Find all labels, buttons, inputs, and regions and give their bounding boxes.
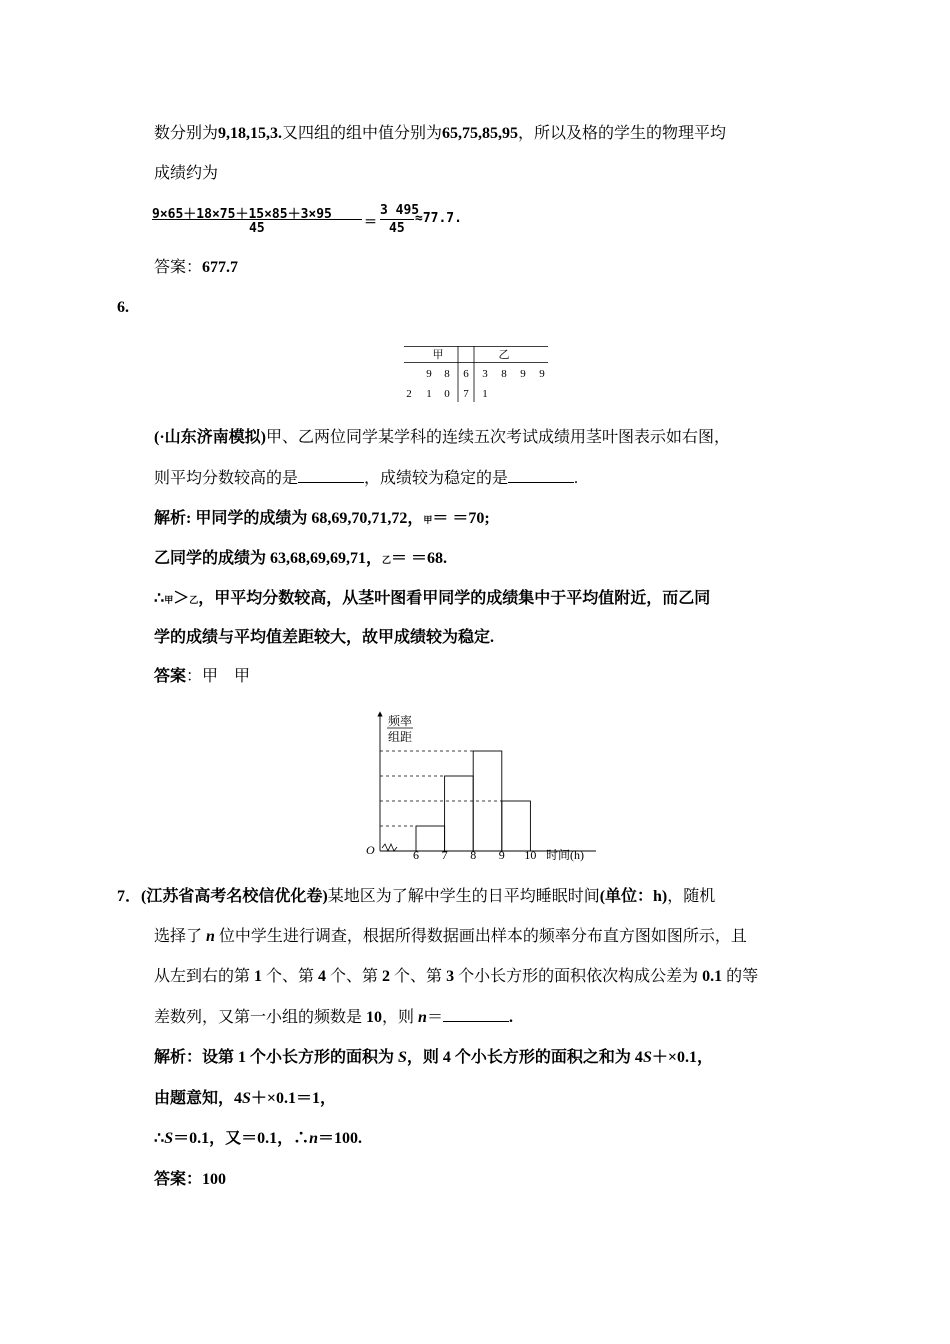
leaf: 9: [426, 368, 432, 380]
text: 解析：设第 1 个小长方形的面积为: [154, 1049, 399, 1066]
text: ＋×0.1，: [651, 1049, 713, 1066]
variable: n: [309, 1130, 319, 1147]
subscript: 甲: [164, 595, 174, 605]
histogram-bar: [416, 826, 445, 851]
x-tick-label: 7: [441, 848, 448, 862]
text: ＝100.: [318, 1130, 363, 1147]
header-right: 乙: [498, 349, 510, 361]
text-line: [154, 589, 710, 610]
text-line: [154, 1007, 513, 1028]
text: 甲、乙两位同学某学科的连续五次考试成绩用茎叶图表示如右图，: [266, 429, 731, 446]
fraction-bar: [380, 219, 414, 220]
fraction-numerator: 3 495: [380, 203, 420, 218]
axis-break: [382, 844, 397, 851]
text: ，则: [382, 1009, 415, 1026]
question-source: (·山东济南模拟): [154, 429, 266, 446]
text: ∴: [154, 1130, 165, 1147]
number: 4: [318, 968, 327, 985]
answer-line: [154, 667, 250, 687]
text: 由题意知，4: [154, 1090, 243, 1107]
text: 乙同学的成绩为 63,68,69,69,71，: [154, 550, 383, 567]
answer-blank: [508, 468, 574, 483]
question-number: 7．: [117, 888, 142, 905]
fraction-denominator: 45: [249, 221, 265, 236]
leaf: 1: [482, 388, 488, 400]
answer-value: 677.7: [202, 259, 239, 276]
text-line: [154, 509, 490, 530]
fraction-bar: [152, 219, 362, 220]
subscript: 乙: [382, 555, 392, 565]
origin-label: O: [366, 843, 375, 857]
question-number: 6.: [117, 299, 129, 316]
subscript: 甲: [423, 515, 433, 525]
stem-leaf-plot: [400, 342, 554, 404]
text: .: [574, 470, 579, 487]
text: 的等: [726, 968, 759, 985]
y-label-bottom: 组距: [388, 730, 413, 744]
fraction-denominator: 45: [389, 221, 405, 236]
variable: n: [206, 928, 215, 945]
text-line: [154, 1129, 362, 1149]
number: 0.1: [702, 968, 723, 985]
text: ，成绩较为稳定的是: [364, 470, 509, 487]
answer-label: 答案：: [154, 259, 203, 276]
fraction-numerator: 9×65＋18×75＋15×85＋3×95: [152, 207, 332, 222]
answer-value: ：甲 甲: [186, 668, 251, 685]
variable: S: [242, 1090, 251, 1107]
text: ，则 4 个小长方形的面积之和为 4: [406, 1049, 643, 1066]
text: ＋×0.1＝1，: [250, 1090, 337, 1107]
x-tick-label: 8: [470, 848, 477, 862]
number: 10: [366, 1009, 383, 1026]
text: ＝ ＝70;: [432, 510, 490, 527]
answer-line: 答案：100: [154, 1171, 227, 1188]
stem: 7: [463, 388, 469, 400]
text: ＝ ＝68.: [391, 550, 448, 567]
text: 选择了: [154, 928, 203, 945]
subscript: 乙: [189, 595, 199, 605]
text: ∴: [154, 590, 165, 607]
answer-line: [154, 258, 238, 278]
text-line: [154, 967, 758, 987]
approx-value: ≈77.7.: [415, 211, 462, 226]
text-line: [154, 124, 726, 144]
variable: n: [418, 1009, 427, 1026]
text: : 甲同学的成绩为 68,69,70,71,72，: [186, 510, 424, 527]
x-tick-label: 6: [413, 848, 419, 862]
text: ，随机: [667, 888, 716, 905]
variable: S: [164, 1130, 174, 1147]
text: ，所以及格的学生的物理平均: [518, 125, 727, 142]
text: 某地区为了解中学生的日平均睡眠时间: [327, 888, 600, 905]
answer-blank: [298, 468, 364, 483]
x-axis-label: 时间(h): [546, 848, 584, 862]
text-line: [154, 927, 747, 947]
text: 个、第: [330, 968, 379, 985]
number: 2: [382, 968, 391, 985]
solution-label: 解析: [154, 510, 187, 527]
text: 位中学生进行调查，根据所得数据画出样本的频率分布直方图如图所示，且: [218, 928, 747, 945]
text: 又四组的组中值分别为: [282, 125, 443, 142]
equals-sign: ＝: [364, 215, 378, 230]
answer-blank: [443, 1007, 509, 1022]
number: 1: [254, 968, 263, 985]
stem: 6: [463, 368, 469, 380]
histogram-bar: [502, 801, 531, 851]
text-line: [154, 1089, 336, 1109]
leaf: 9: [539, 368, 545, 380]
text: 9,18,15,3.: [218, 125, 283, 142]
header-left: 甲: [432, 349, 444, 361]
leaf: 2: [406, 388, 412, 400]
text: ＝: [426, 1009, 443, 1026]
x-tick-label: 10: [524, 848, 537, 862]
variable: S: [398, 1049, 407, 1066]
text: ＝0.1，又＝0.1，∴: [173, 1130, 310, 1147]
text: ，甲平均分数较高，从茎叶图看甲同学的成绩集中于平均值附近，而乙同: [198, 590, 711, 607]
text-line: 成绩约为: [154, 165, 219, 182]
text: ＞: [173, 590, 190, 607]
leaf: 3: [482, 368, 488, 380]
text-line: [154, 1048, 713, 1068]
leaf: 1: [426, 388, 432, 400]
text: 个、第: [266, 968, 315, 985]
text: 数分别为: [154, 125, 219, 142]
text-line: [154, 468, 578, 489]
text: 差数列，又第一小组的频数是: [154, 1009, 363, 1026]
answer-label: 答案: [154, 668, 187, 685]
y-label-top: 频率: [388, 714, 413, 728]
text: 从左到右的第: [154, 968, 251, 985]
question-source: (江苏省高考名校信优化卷): [141, 888, 328, 905]
text-line: [154, 428, 730, 448]
text: 则平均分数较高的是: [154, 470, 299, 487]
x-tick-label: 9: [498, 848, 505, 862]
text-line: 学的成绩与平均值差距较大，故甲成绩较为稳定.: [154, 629, 495, 646]
leaf: 9: [520, 368, 526, 380]
text: 个小长方形的面积依次构成公差为: [458, 968, 699, 985]
text-line: [117, 887, 715, 907]
leaf: 8: [444, 368, 450, 380]
text: 个、第: [394, 968, 443, 985]
frequency-histogram: [360, 708, 600, 868]
text: 65,75,85,95: [442, 125, 519, 142]
leaf: 8: [501, 368, 507, 380]
histogram-bar: [445, 776, 474, 851]
variable: S: [642, 1049, 652, 1066]
text: .: [508, 1009, 513, 1026]
number: 3: [446, 968, 455, 985]
text: (单位：h): [599, 888, 668, 905]
leaf: 0: [444, 388, 450, 400]
text-line: [154, 549, 447, 570]
